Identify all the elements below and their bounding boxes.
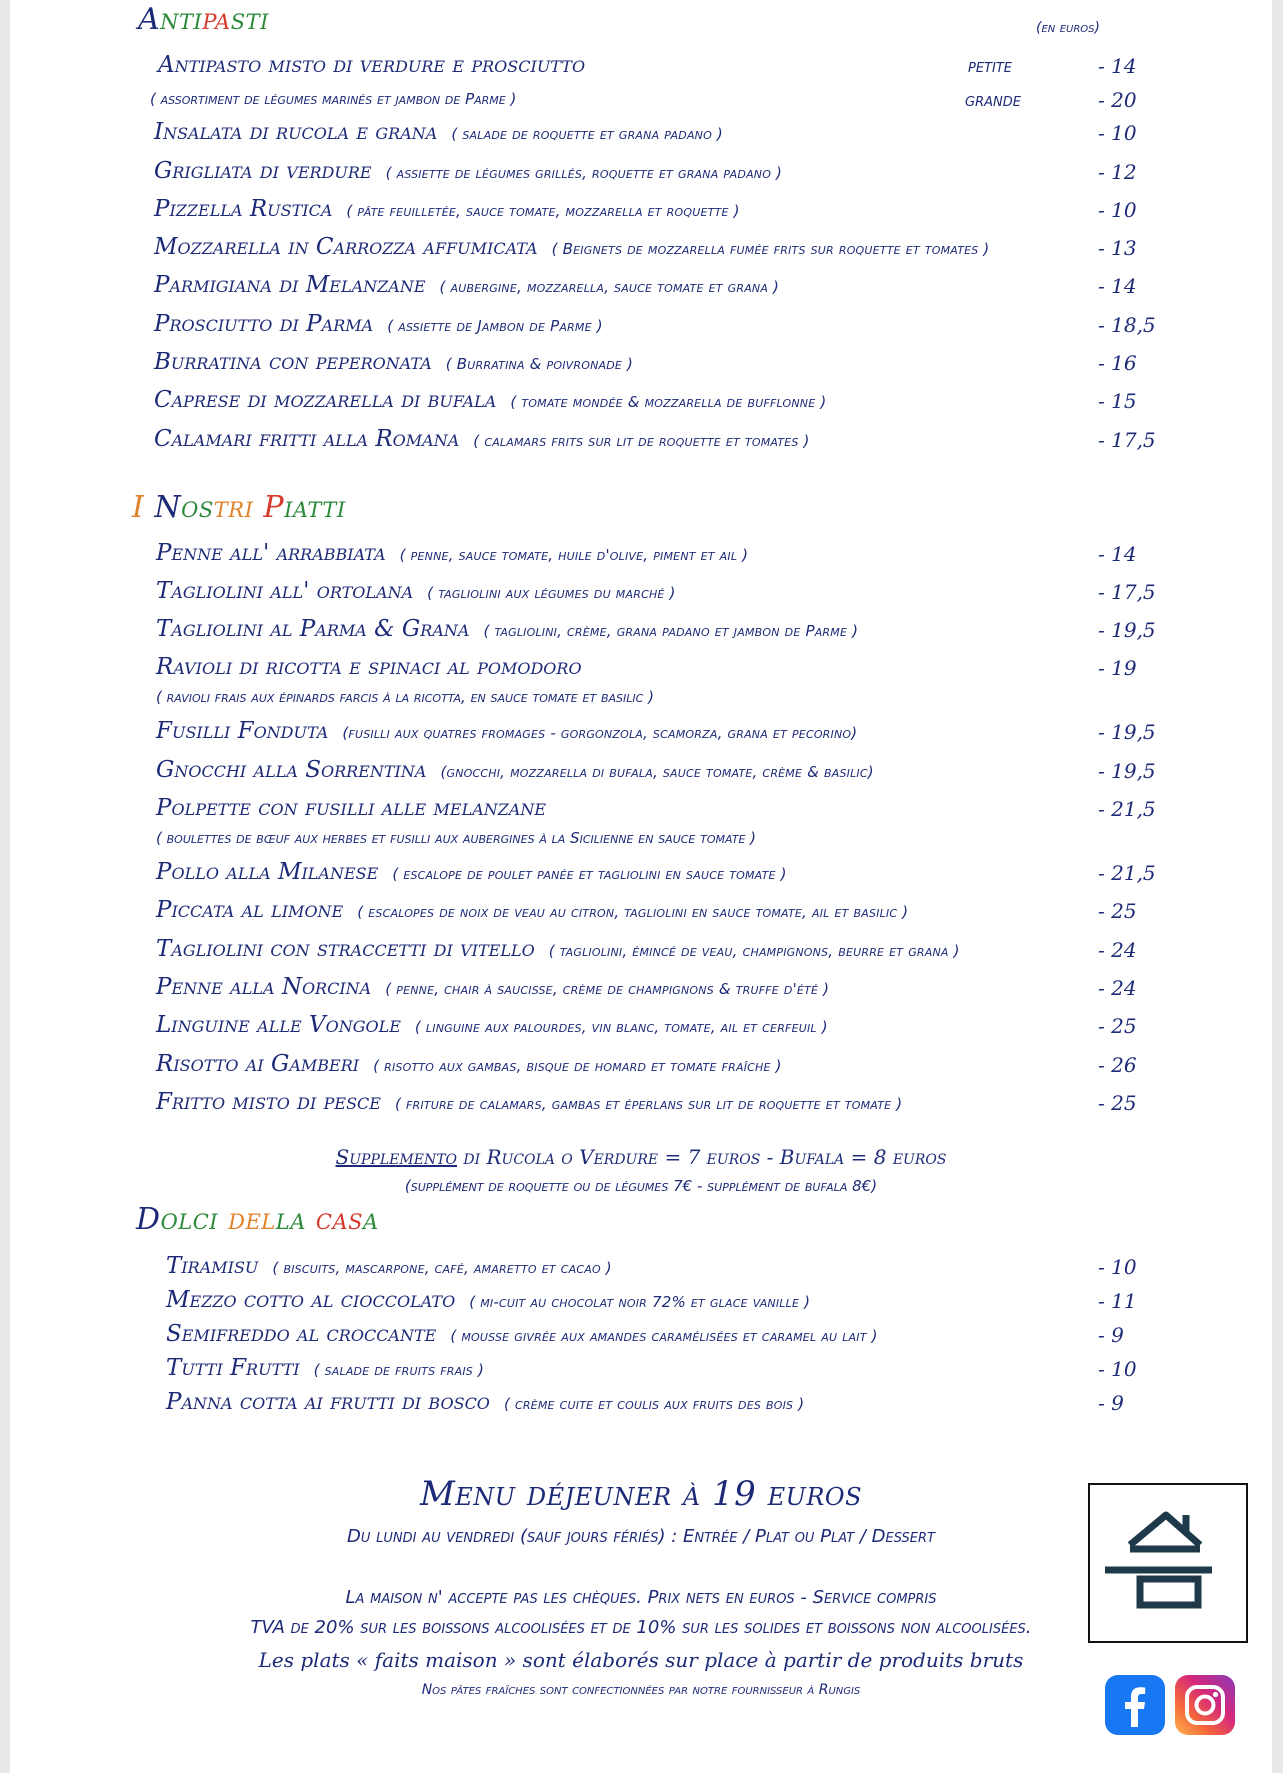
dolci-item: Mezzo cotto al cioccolato ( mi-cuit au chocolat noir 72% et glace vanille ) - 11: [166, 1287, 1137, 1313]
dolci-item: Tiramisu ( biscuits, mascarpone, café, amaretto et cacao ) - 10: [166, 1253, 1137, 1279]
antipasti-item: Caprese di mozzarella di bufala ( tomate mondée & mozzarella de bufflonne ) - 15: [154, 387, 1137, 413]
footer-line-3: Les plats « faits maison » sont élaborés sur place à partir de produits bruts: [258, 1648, 1024, 1672]
piatti-title: I Nostri Piatti: [132, 490, 346, 525]
antipasti-item: Calamari fritti alla Romana ( calamars frits sur lit de roquette et tomates ) - 17,5: [154, 426, 1156, 452]
piatti-item: Fusilli Fonduta (fusilli aux quatres fromages - gorgonzola, scamorza, grana et pecorino) - 19,5: [156, 718, 1156, 744]
facebook-icon[interactable]: [1105, 1675, 1165, 1735]
footer-line-1: La maison n' accepte pas les chèques. Prix nets en euros - Service compris: [345, 1587, 937, 1608]
house-icon: [1090, 1485, 1246, 1641]
lunch-title: Menu déjeuner à 19 euros: [419, 1474, 863, 1514]
antipasti-item: Grigliata di verdure ( assiette de légumes grillés, roquette et grana padano ) - 12: [154, 158, 1137, 184]
dolci-item: Tutti Frutti ( salade de fruits frais ) - 10: [166, 1355, 1137, 1381]
instagram-icon[interactable]: [1175, 1675, 1235, 1735]
antipasti-item: Parmigiana di Melanzane ( aubergine, mozzarella, sauce tomate et grana ) - 14: [154, 272, 1137, 298]
piatti-item: Risotto ai Gamberi ( risotto aux gambas, bisque de homard et tomate fraîche ) - 26: [156, 1051, 1137, 1077]
piatti-item: Ravioli di ricotta e spinaci al pomodoro ( ravioli frais aux épinards farcis à la ricotta, en sauce tomate et basilic ) - 19: [156, 654, 1137, 706]
antipasti-item: Mozzarella in Carrozza affumicata ( Beignets de mozzarella fumée frits sur roquette et tomates ) - 13: [154, 234, 1137, 260]
dolci-item: Semifreddo al croccante ( mousse givrée aux amandes caramélisées et caramel au lait ) - 9: [166, 1321, 1124, 1347]
piatti-item: Penne all' arrabbiata ( penne, sauce tomate, huile d'olive, piment et ail ) - 14: [156, 540, 1137, 566]
supplement-fr: (supplément de roquette ou de légumes 7€ - supplément de bufala 8€): [404, 1177, 878, 1195]
piatti-item: Tagliolini con straccetti di vitello ( tagliolini, émincé de veau, champignons, beurre et grana ) - 24: [156, 936, 1137, 962]
antipasti-item: Prosciutto di Parma ( assiette de Jambon de Parme ) - 18,5: [154, 311, 1156, 337]
fait-maison-logo: [1088, 1483, 1248, 1643]
lunch-subtitle: Du lundi au vendredi (sauf jours fériés) : Entrée / Plat ou Plat / Dessert: [347, 1526, 935, 1547]
piatti-item: Penne alla Norcina ( penne, chair à saucisse, crème de champignons & truffe d'été ) - 24: [156, 974, 1137, 1000]
dolci-item: Panna cotta ai frutti di bosco ( crème cuite et coulis aux fruits des bois ) - 9: [166, 1389, 1124, 1415]
piatti-item: Tagliolini al Parma & Grana ( tagliolini, crème, grana padano et jambon de Parme ) - 19,5: [156, 616, 1156, 642]
unit-note: (en euros): [1036, 20, 1100, 36]
antipasti-item: Burratina con peperonata ( Burratina & poivronade ) - 16: [154, 349, 1137, 375]
piatti-item: Gnocchi alla Sorrentina (gnocchi, mozzarella di bufala, sauce tomate, crème & basilic) - 19,5: [156, 757, 1156, 783]
antipasti-item: Pizzella Rustica ( pâte feuilletée, sauce tomate, mozzarella et roquette ) - 10: [154, 196, 1137, 222]
antipasti-item: ( assortiment de légumes marinés et jambon de Parme ) grande - 20: [150, 88, 1137, 112]
piatti-item: Piccata al limone ( escalopes de noix de veau au citron, tagliolini en sauce tomate, ail et basilic ) - 25: [156, 897, 1137, 923]
antipasti-title: Antipasti: [138, 2, 269, 37]
piatti-item: Polpette con fusilli alle melanzane ( boulettes de bœuf aux herbes et fusilli aux aubergines à la Sicilienne en sauce tomate ) - 21,5: [156, 795, 1156, 847]
antipasti-item: Antipasto misto di verdure e prosciutto petite - 14: [158, 52, 1137, 78]
piatti-item: Pollo alla Milanese ( escalope de poulet panée et tagliolini en sauce tomate ) - 21,5: [156, 859, 1156, 885]
supplement-line: Supplemento di Rucola o Verdure = 7 euros - Bufala = 8 euros: [335, 1145, 947, 1169]
piatti-item: Linguine alle Vongole ( linguine aux palourdes, vin blanc, tomate, ail et cerfeuil ) - 25: [156, 1012, 1137, 1038]
footer-line-4: Nos pâtes fraîches sont confectionnées par notre fournisseur à Rungis: [421, 1682, 861, 1698]
dolci-title: Dolci della casa: [136, 1202, 379, 1237]
antipasti-item: Insalata di rucola e grana ( salade de roquette et grana padano ) - 10: [154, 119, 1137, 145]
menu-page: [10, 0, 1272, 1773]
piatti-item: Fritto misto di pesce ( friture de calamars, gambas et éperlans sur lit de roquette et tomate ) - 25: [156, 1089, 1137, 1115]
piatti-item: Tagliolini all' ortolana ( tagliolini aux légumes du marché ) - 17,5: [156, 578, 1156, 604]
footer-line-2: TVA de 20% sur les boissons alcoolisées et de 10% sur les solides et boissons non alcoolisées.: [250, 1617, 1032, 1638]
